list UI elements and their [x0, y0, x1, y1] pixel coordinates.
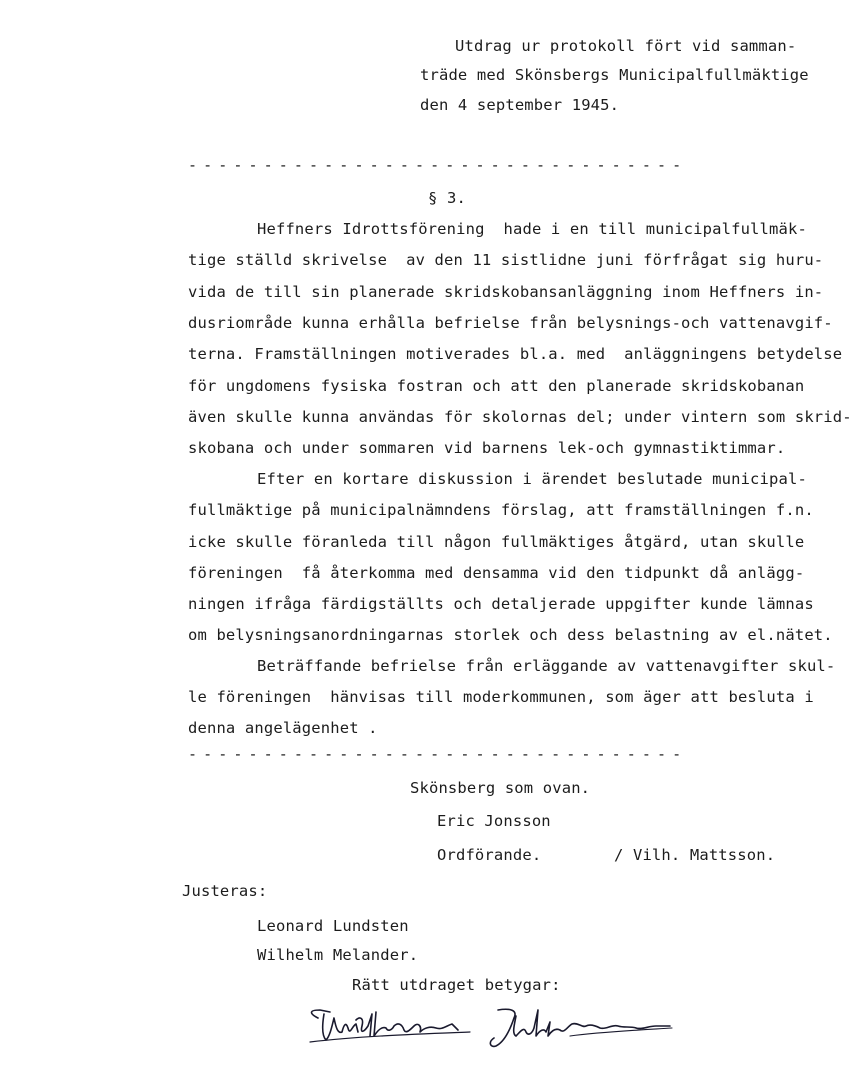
header-line-1: Utdrag ur protokoll fört vid samman- — [455, 37, 797, 55]
paragraph-line: även skulle kunna användas för skolornas del; under vintern som skrid- — [188, 408, 852, 426]
paragraph-line: vida de till sin planerade skridskobansanläggning inom Heffners in- — [188, 283, 824, 301]
verifier-name: Wilhelm Melander. — [257, 946, 419, 964]
verifier-name: Leonard Lundsten — [257, 917, 409, 935]
paragraph-line: Heffners Idrottsförening hade i en till municipalfullmäk- — [257, 220, 807, 238]
paragraph-line: föreningen få återkomma med densamma vid den tidpunkt då anlägg- — [188, 564, 805, 582]
signature-1-underline — [310, 1032, 470, 1042]
header-line-2: träde med Skönsbergs Municipalfullmäktige — [420, 66, 809, 84]
signature-2-stroke — [490, 1009, 670, 1046]
paragraph-line: icke skulle föranleda till någon fullmäktiges åtgärd, utan skulle — [188, 533, 805, 551]
paragraph-line: dusriområde kunna erhålla befrielse från belysnings-och vattenavgif- — [188, 314, 833, 332]
header-line-3: den 4 september 1945. — [420, 96, 620, 114]
paragraph-line: fullmäktige på municipalnämndens förslag, att framställningen f.n. — [188, 501, 814, 519]
handwritten-signatures — [300, 996, 700, 1052]
paragraph-line: Beträffande befrielse från erläggande av vattenavgifter skul- — [257, 657, 836, 675]
paragraph-line: Efter en kortare diskussion i ärendet beslutade municipal- — [257, 470, 807, 488]
paragraph-line: terna. Framställningen motiverades bl.a. med anläggningens betydelse — [188, 345, 843, 363]
section-heading: § 3. — [428, 189, 466, 207]
chair-title: Ordförande. — [437, 846, 542, 864]
paragraph-line: för ungdomens fysiska fostran och att den planerade skridskobanan — [188, 377, 805, 395]
chair-name: Eric Jonsson — [437, 812, 551, 830]
paragraph-line: om belysningsanordningarnas storlek och dess belastning av el.nätet. — [188, 626, 833, 644]
verification-label: Justeras: — [182, 882, 268, 900]
closing-place: Skönsberg som ovan. — [410, 779, 591, 797]
paragraph-line: le föreningen hänvisas till moderkommunen, som äger att besluta i — [188, 688, 814, 706]
paragraph-line: skobana och under sommaren vid barnens lek-och gymnastiktimmar. — [188, 439, 786, 457]
signature-2-underline — [570, 1028, 672, 1036]
certification-label: Rätt utdraget betygar: — [352, 976, 561, 994]
secretary-name: / Vilh. Mattsson. — [614, 846, 776, 864]
paragraph-line: tige ställd skrivelse av den 11 sistlidne juni förfrågat sig huru- — [188, 251, 824, 269]
separator-top: --------------------------------- — [188, 156, 688, 174]
paragraph-line: ningen ifråga färdigställts och detaljerade uppgifter kunde lämnas — [188, 595, 814, 613]
paragraph-line: denna angelägenhet . — [188, 719, 378, 737]
separator-bottom: --------------------------------- — [188, 745, 688, 763]
